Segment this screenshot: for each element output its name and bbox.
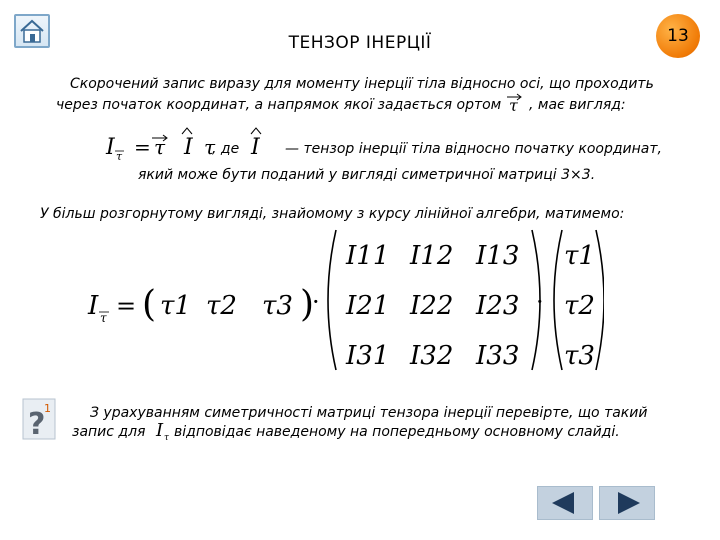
prev-slide-button[interactable] — [537, 486, 593, 520]
svg-text:(: ( — [142, 284, 157, 325]
svg-text:τ: τ — [164, 433, 169, 442]
svg-text:I: I — [251, 135, 260, 160]
matrix-cell-21: I21 — [346, 291, 390, 321]
svg-text:·: · — [312, 288, 320, 316]
paragraph-1-line-1: Скорочений запис виразу для моменту інерції тіла відносно осі, що проходить — [70, 76, 654, 92]
inertia-tensor-symbol — [247, 124, 271, 160]
question-icon — [22, 398, 56, 440]
svg-text:τ: τ — [509, 96, 518, 115]
question-line-2a: запис для — [72, 424, 146, 440]
slide-number-badge: 13 — [656, 14, 700, 58]
i-tau-symbol — [154, 416, 174, 442]
hint-button[interactable] — [22, 398, 56, 440]
svg-text:τ: τ — [154, 135, 166, 159]
matrix-cell-13: I13 — [476, 241, 520, 271]
short-formula — [104, 122, 224, 162]
svg-text:I: I — [184, 135, 193, 160]
tau-row-1: τ1 — [160, 291, 191, 321]
tau-col-2: τ2 — [564, 291, 595, 321]
arrow-right-icon — [600, 487, 654, 519]
paragraph-1-line-2b: , має вигляд: — [529, 97, 626, 113]
tau-col-1: τ1 — [564, 241, 595, 271]
slide-title: ТЕНЗОР ІНЕРЦІЇ — [288, 33, 432, 53]
matrix-cell-22: I22 — [410, 291, 454, 321]
paragraph-2-line-2: який може бути поданий у вигляді симетричної матриці 3×3. — [138, 167, 596, 183]
tau-row-3: τ3 — [262, 291, 293, 321]
matrix-cell-32: I32 — [410, 341, 454, 371]
paragraph-1-line-2a: через початок координат, а напрямок якої задається ортом — [56, 97, 502, 113]
svg-text:τ: τ — [116, 150, 123, 162]
next-slide-button[interactable] — [599, 486, 655, 520]
matrix-cell-12: I12 — [410, 241, 454, 271]
question-line-2b: відповідає наведеному на попередньому основному слайді. — [174, 424, 620, 440]
arrow-left-icon — [538, 487, 592, 519]
matrix-cell-11: I11 — [346, 241, 390, 271]
svg-text:τ: τ — [204, 135, 216, 159]
svg-text:I: I — [156, 420, 164, 441]
svg-text:τ: τ — [100, 311, 107, 325]
tau-vector-symbol — [503, 91, 529, 117]
hint-number: 1 — [44, 402, 51, 415]
svg-text:·: · — [536, 288, 544, 316]
matrix-cell-33: I33 — [476, 341, 520, 371]
svg-text:I: I — [88, 291, 99, 321]
expanded-formula — [84, 226, 604, 376]
svg-text:=: = — [116, 292, 137, 320]
svg-text:): ) — [300, 284, 315, 325]
matrix-cell-23: I23 — [476, 291, 520, 321]
matrix-cell-31: I31 — [346, 341, 390, 371]
svg-text:I: I — [106, 135, 115, 160]
svg-text:?: ? — [28, 407, 46, 440]
paragraph-2-desc: — тензор інерції тіла відносно початку координат, — [285, 141, 662, 157]
paragraph-2-de: , де — [212, 141, 240, 157]
tau-row-2: τ2 — [206, 291, 237, 321]
tau-col-3: τ3 — [564, 341, 595, 371]
svg-text:=: = — [134, 135, 151, 159]
question-line-1: З урахуванням симетричності матриці тензора інерції перевірте, що такий — [90, 405, 648, 421]
paragraph-3: У більш розгорнутому вигляді, знайомому з курсу лінійної алгебри, матимемо: — [40, 206, 625, 222]
